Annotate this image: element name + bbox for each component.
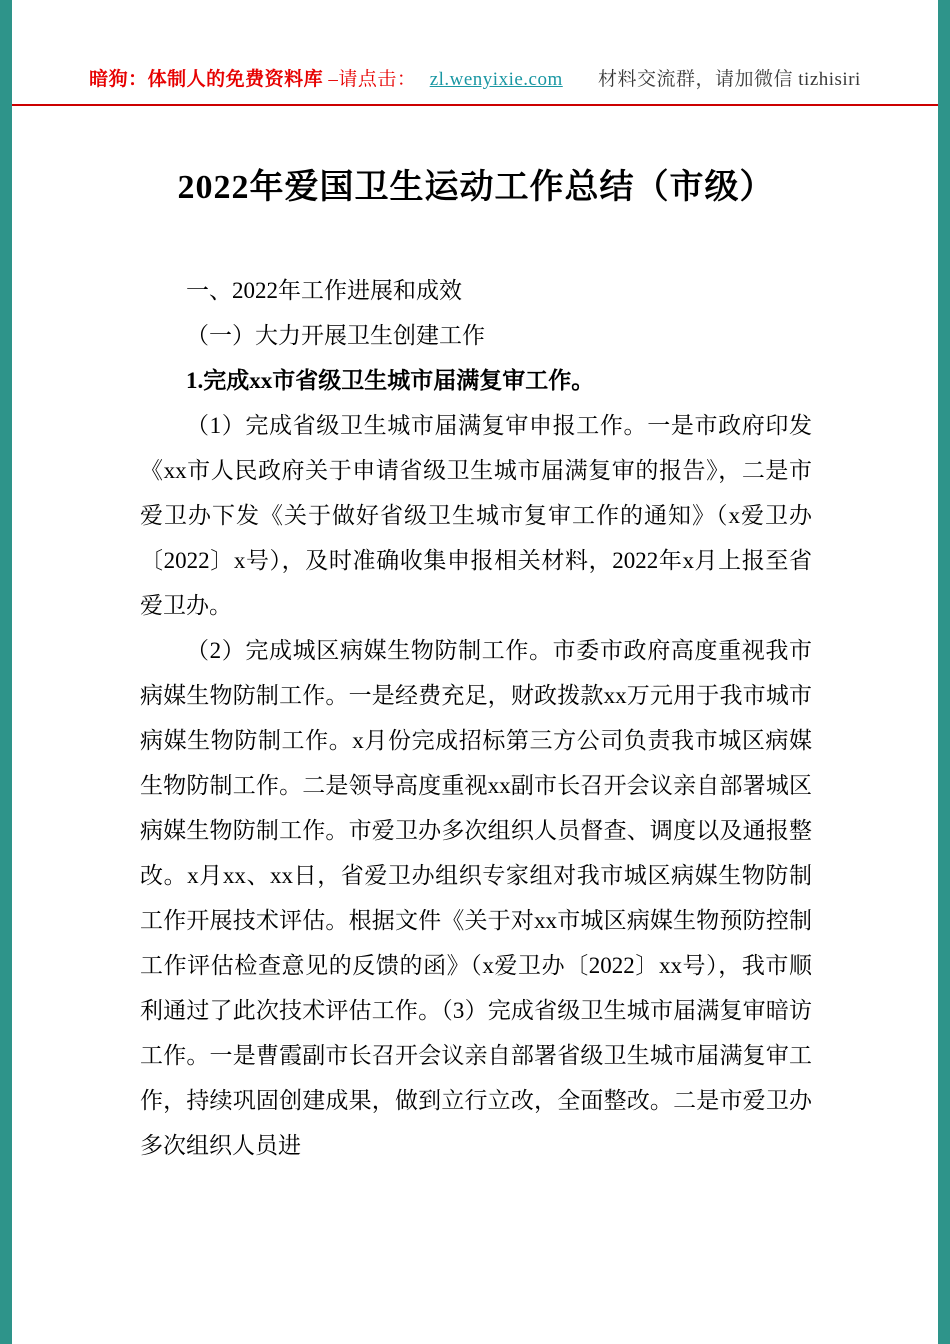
page-title: 2022年爱国卫生运动工作总结（市级） bbox=[177, 169, 775, 206]
paragraph: 1.完成xx市省级卫生城市届满复审工作。 bbox=[186, 367, 595, 393]
promo-banner bbox=[12, 64, 938, 91]
paragraph: （1）完成省级卫生城市届满复审申报工作。一是市政府印发《xx市人民政府关于申请省级卫生城市届满复审的报告》，二是市爱卫办下发《关于做好省级卫生城市复审工作的通知》（x爱卫办〔2022〕x号），及时准确收集申报相关材料，2022年x月上报至省爱卫办。 bbox=[140, 412, 812, 618]
paragraph: 一、2022年工作进展和成效 bbox=[186, 277, 462, 303]
left-accent-bar bbox=[0, 0, 12, 1344]
banner-divider bbox=[12, 104, 938, 106]
paragraph: （2）完成城区病媒生物防制工作。市委市政府高度重视我市病媒生物防制工作。一是经费充足，财政拨款xx万元用于我市城市病媒生物防制工作。x月份完成招标第三方公司负责我市城区病媒生物防制工作。二是领导高度重视xx副市长召开会议亲自部署城区病媒生物防制工作。市爱卫办多次组织人员督查、调度以及通报整改。x月xx、xx日，省爱卫办组织专家组对我市城区病媒生物防制工作开展技术评估。根据文件《关于对xx市城区病媒生物预防控制工作评估检查意见的反馈的函》（x爱卫办〔2022〕xx号），我市顺利通过了此次技术评估工作。（3）完成省级卫生城市届满复审暗访工作。一是曹霞副市长召开会议亲自部署省级卫生城市届满复审工作，持续巩固创建成果，做到立行立改，全面整改。二是市爱卫办多次组织人员进 bbox=[140, 637, 812, 1158]
banner-site-label: 暗狗：体制人的免费资料库 bbox=[89, 69, 324, 90]
document-content bbox=[140, 164, 812, 1168]
paragraph: （一）大力开展卫生创建工作 bbox=[186, 322, 485, 348]
document-body bbox=[140, 268, 812, 1168]
banner-click-label: –请点击： bbox=[328, 69, 417, 90]
banner-group-label: 材料交流群，请加微信 tizhisiri bbox=[598, 69, 861, 90]
right-accent-bar bbox=[938, 0, 950, 1344]
banner-link[interactable]: zl.wenyixie.com bbox=[429, 69, 563, 90]
